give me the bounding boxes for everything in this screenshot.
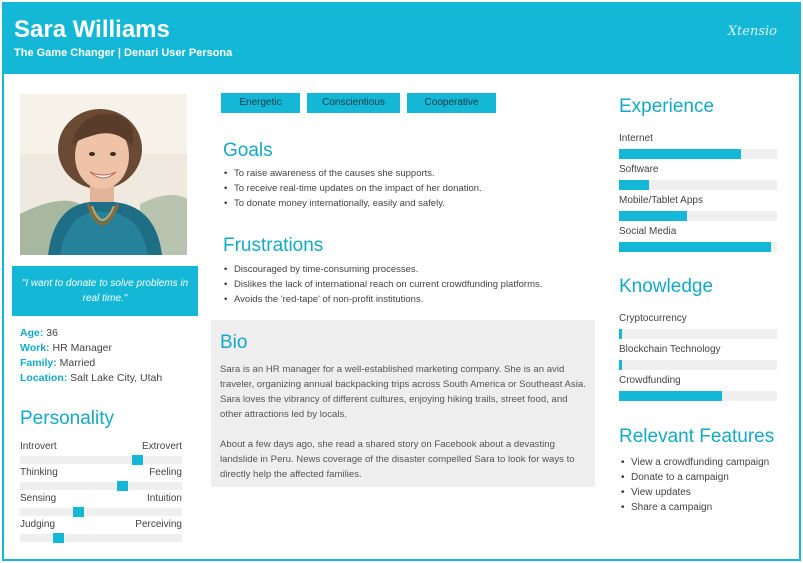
brand-logo: Xtensio [727, 24, 777, 39]
fact-label: Family: [20, 357, 57, 369]
fact-family [20, 356, 162, 371]
slider-track [20, 456, 182, 464]
list-item: • Dislikes the lack of international reach on current crowdfunding platforms. [222, 277, 542, 292]
fact-value: Married [56, 357, 96, 369]
bar-fill [619, 360, 622, 370]
goals-list [222, 166, 482, 211]
knowledge-bar [619, 375, 779, 401]
fact-value: Salt Lake City, Utah [67, 372, 163, 384]
slider-right-label: Feeling [149, 467, 182, 478]
list-item: • To donate money internationally, easily and safely. [222, 196, 482, 211]
list-item: • Avoids the 'red-tape' of non-profit institutions. [222, 292, 542, 307]
persona-card [2, 2, 801, 561]
list-item: • To receive real-time updates on the impact of her donation. [222, 181, 482, 196]
experience-bar [619, 226, 779, 252]
slider-track [20, 482, 182, 490]
experience-title: Experience [619, 96, 715, 117]
list-item: • Share a campaign [619, 500, 769, 515]
trait-tag: Cooperative [407, 93, 496, 113]
persona-quote: "I want to donate to solve problems in real time." [12, 266, 198, 316]
bar-track [619, 242, 777, 252]
slider-left-label: Judging [20, 519, 56, 530]
slider-left-label: Sensing [20, 493, 57, 504]
knowledge-title: Knowledge [619, 276, 714, 297]
trait-tag: Conscientious [307, 93, 400, 113]
bar-track [619, 211, 777, 221]
frustrations-list [222, 262, 542, 307]
fact-age [20, 326, 162, 341]
bar-fill [619, 329, 622, 339]
frustrations-title: Frustrations [223, 235, 324, 256]
knowledge-bar [619, 313, 779, 339]
experience-bar [619, 195, 779, 221]
list-item: • To raise awareness of the causes she supports. [222, 166, 482, 181]
bio-paragraph: About a few days ago, she read a shared story on Facebook about a devasting landslide in Peru. News coverage of the disaster compelled Sara to look for ways to directly help the affected families. [220, 439, 575, 480]
persona-photo [20, 94, 187, 255]
bar-track [619, 149, 777, 159]
fact-value: 36 [43, 327, 58, 339]
bar-fill [619, 149, 741, 159]
slider-thumb [132, 455, 143, 465]
bar-fill [619, 391, 722, 401]
bio-title: Bio [220, 332, 248, 353]
personality-slider [20, 519, 182, 542]
bio-panel [211, 320, 595, 487]
slider-right-label: Perceiving [135, 519, 182, 530]
slider-thumb [117, 481, 128, 491]
bar-track [619, 391, 777, 401]
trait-tags [221, 93, 496, 113]
bar-fill [619, 180, 649, 190]
personality-slider [20, 441, 182, 464]
bar-label: Mobile/Tablet Apps [619, 195, 703, 206]
bar-label: Crowdfunding [619, 375, 681, 386]
fact-work [20, 341, 162, 356]
bio-paragraph: Sara is an HR manager for a well-established marketing company. She is an avid traveler, organizing annual backpacking trips across South America or Southeast Asia. Sara loves the vibrancy of different cultures, enjoying hiking trails, street food, and other attractions led by locals. [220, 364, 586, 420]
slider-right-label: Intuition [146, 493, 182, 504]
slider-track [20, 508, 182, 516]
personality-slider [20, 493, 182, 516]
personality-slider [20, 467, 182, 490]
persona-name: Sara Williams [14, 16, 170, 43]
slider-track [20, 534, 182, 542]
fact-label: Work: [20, 342, 50, 354]
slider-thumb [73, 507, 84, 517]
bar-label: Internet [619, 133, 653, 144]
bar-fill [619, 242, 771, 252]
fact-value: HR Manager [49, 342, 113, 354]
slider-thumb [53, 533, 64, 543]
bar-label: Software [619, 164, 659, 175]
knowledge-bar [619, 344, 779, 370]
list-item: • View a crowdfunding campaign [619, 455, 769, 470]
bar-track [619, 360, 777, 370]
fact-label: Age: [20, 327, 44, 339]
bar-track [619, 329, 777, 339]
list-item: • Donate to a campaign [619, 470, 769, 485]
bar-label: Blockchain Technology [619, 344, 721, 355]
features-title: Relevant Features [619, 426, 775, 447]
persona-facts [20, 326, 162, 386]
bar-fill [619, 211, 687, 221]
slider-left-label: Thinking [20, 467, 58, 478]
experience-bar [619, 133, 779, 159]
bar-label: Social Media [619, 226, 677, 237]
trait-tag: Energetic [221, 93, 300, 113]
features-list [619, 455, 769, 515]
persona-subtitle: The Game Changer | Denari User Persona [14, 47, 233, 59]
slider-right-label: Extrovert [141, 441, 182, 452]
personality-title: Personality [20, 408, 114, 429]
header [4, 4, 799, 74]
slider-left-label: Introvert [20, 441, 57, 452]
list-item: • Discouraged by time-consuming processes. [222, 262, 542, 277]
goals-title: Goals [223, 140, 273, 161]
experience-bar [619, 164, 779, 190]
bar-track [619, 180, 777, 190]
list-item: • View updates [619, 485, 769, 500]
fact-label: Location: [20, 372, 68, 384]
bar-label: Cryptocurrency [619, 313, 687, 324]
portrait-illustration [20, 94, 187, 255]
fact-location [20, 371, 162, 386]
